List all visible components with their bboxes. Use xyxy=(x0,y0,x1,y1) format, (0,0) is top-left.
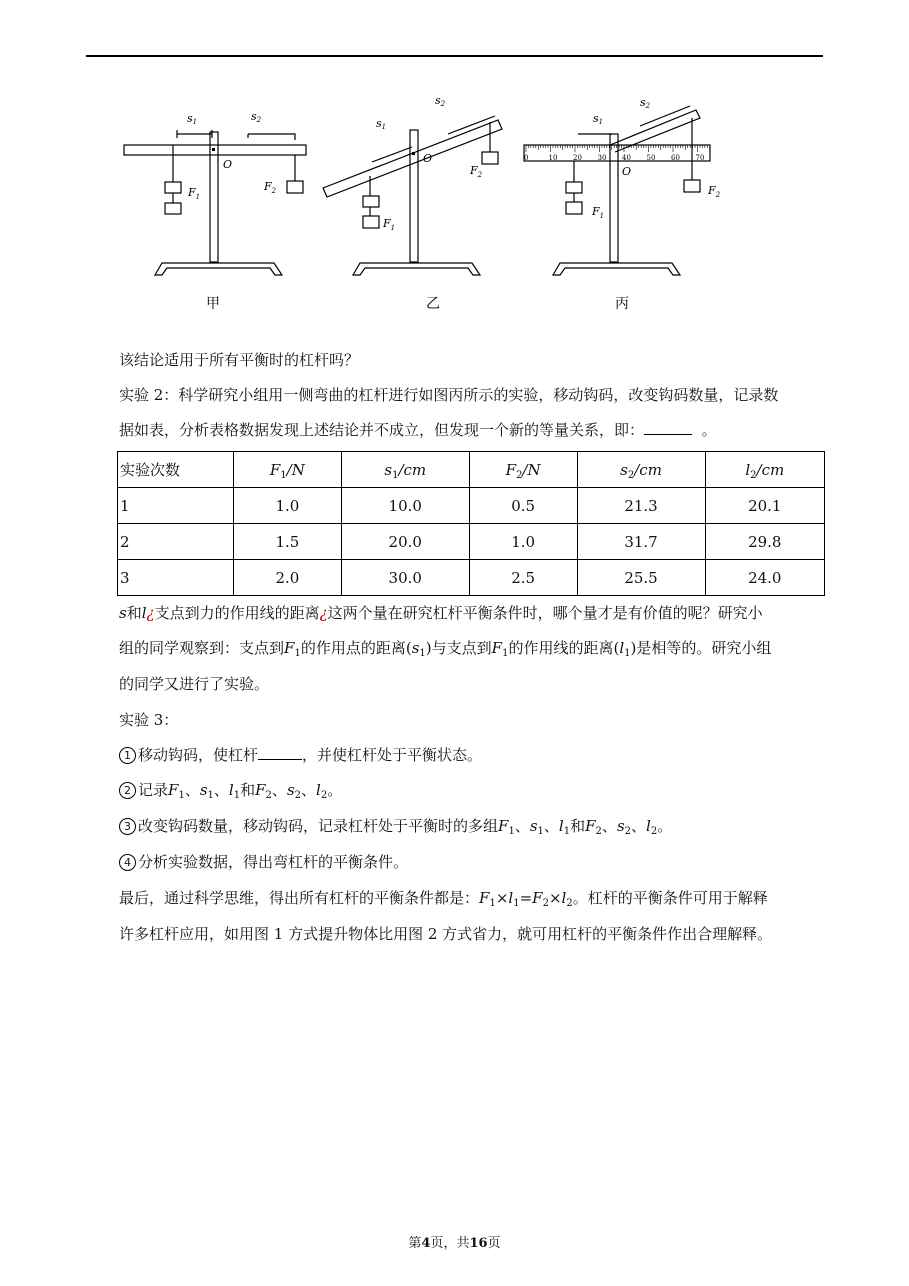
header-cell: $F_2/N$ xyxy=(469,452,577,488)
figure-yi xyxy=(323,116,502,275)
header-cell: $s_2/cm$ xyxy=(577,452,705,488)
lever-figures xyxy=(110,90,721,320)
ruler-tick-label: 70 xyxy=(695,154,705,162)
svg-text:F2: $F_2$ xyxy=(708,184,721,199)
svg-text:F2: $F_2$ xyxy=(264,180,277,195)
table-row: 1 1.0 10.0 0.5 21.3 20.1 xyxy=(118,488,825,524)
figure-bing xyxy=(524,106,710,275)
ruler-tick-label: 60 xyxy=(671,154,680,162)
exp3-step4: 4 分析实验数据，得出弯杠杆的平衡条件。 xyxy=(119,852,408,872)
page-footer: 第4页，共16页 xyxy=(408,1236,501,1251)
svg-text:O: O xyxy=(423,152,433,165)
header-cell: $s_1/cm$ xyxy=(341,452,469,488)
svg-text:s1: s1 xyxy=(376,117,387,131)
table-header-row xyxy=(118,452,825,488)
svg-text:s1: s1 xyxy=(187,112,198,126)
svg-text:s1: s1 xyxy=(593,112,604,126)
svg-text:s2: s2 xyxy=(435,94,446,108)
conclusion-line1: 最后，通过科学思维，得出所有杠杆的平衡条件都是：$F_1\times l_1=F_2\times l_2$。杠杆的平衡条件可用于解释 xyxy=(119,889,768,909)
data-table xyxy=(117,451,825,596)
para-s-l-line3: 的同学又进行了实验。 xyxy=(119,675,270,693)
question-1: 该结论适用于所有平衡时的杠杆吗？ xyxy=(119,351,360,369)
header-cell: 实验次数 xyxy=(118,452,234,488)
para-s-l-line2: 组的同学观察到：支点到$F_1$的作用点的距离$(s_1)$与支点到$F_1$的作用线的距离$(l_1)$是相等的。研究小组 xyxy=(119,639,772,659)
ruler-tick-label: 0 xyxy=(524,154,529,162)
table-row: 2 1.5 20.0 1.0 31.7 29.8 xyxy=(118,524,825,560)
conclusion-line2: 许多杠杆应用，如用图 1 方式提升物体比用图 2 方式省力，就可用杠杆的平衡条件作出合理解释。 xyxy=(119,925,773,943)
svg-text:s2: s2 xyxy=(251,110,262,124)
exp2-line1: 实验 2：科学研究小组用一侧弯曲的杠杆进行如图丙所示的实验，移动钩码，改变钩码数量，记录数 xyxy=(119,386,779,404)
svg-text:F1: $F_1$ xyxy=(188,186,201,201)
exp2-line2: 据如表，分析表格数据发现上述结论并不成立，但发现一个新的等量关系，即： 。 xyxy=(119,421,717,439)
ruler-tick-label: 40 xyxy=(622,154,631,162)
exp3-step1: 1 移动钩码，使杠杆 ，并使杠杆处于平衡状态。 xyxy=(119,745,482,765)
para-s-l-line1: s和l¿支点到力的作用线的距离¿这两个量在研究杠杆平衡条件时，哪个量才是有价值的呢？研究小 xyxy=(119,604,763,622)
caption-bing: 丙 xyxy=(615,296,629,312)
svg-text:s2: s2 xyxy=(640,96,651,110)
ruler-tick-label: 50 xyxy=(646,154,656,162)
svg-text:F2: $F_2$ xyxy=(470,164,483,179)
header-cell: $l_2/cm$ xyxy=(705,452,824,488)
exp3-step2: 2 记录$F_1$、$s_1$、$l_1$和$F_2$、$s_2$、$l_2$。 xyxy=(119,780,342,800)
table-row: 3 2.0 30.0 2.5 25.5 24.0 xyxy=(118,560,825,596)
answer-blank-1[interactable] xyxy=(644,420,692,435)
ruler-tick-label: 10 xyxy=(548,154,558,162)
exp3-title: 实验 3： xyxy=(119,711,179,729)
exp3-step3: 3 改变钩码数量，移动钩码，记录杠杆处于平衡时的多组$F_1$、$s_1$、$l_1$和$F_2$、$s_2$、$l_2$。 xyxy=(119,816,672,836)
figure-jia xyxy=(124,130,306,275)
ruler-tick-label: 30 xyxy=(597,154,607,162)
svg-text:O: O xyxy=(223,158,233,171)
answer-blank-2[interactable] xyxy=(258,745,302,760)
caption-jia: 甲 xyxy=(206,296,220,312)
caption-yi: 乙 xyxy=(426,296,440,312)
header-cell: $F_1/N$ xyxy=(234,452,342,488)
ruler-tick-label: 20 xyxy=(573,154,582,162)
svg-text:F1: $F_1$ xyxy=(383,217,396,232)
svg-text:O: O xyxy=(622,165,632,178)
svg-text:F1: $F_1$ xyxy=(592,205,605,220)
header-rule xyxy=(86,55,823,57)
